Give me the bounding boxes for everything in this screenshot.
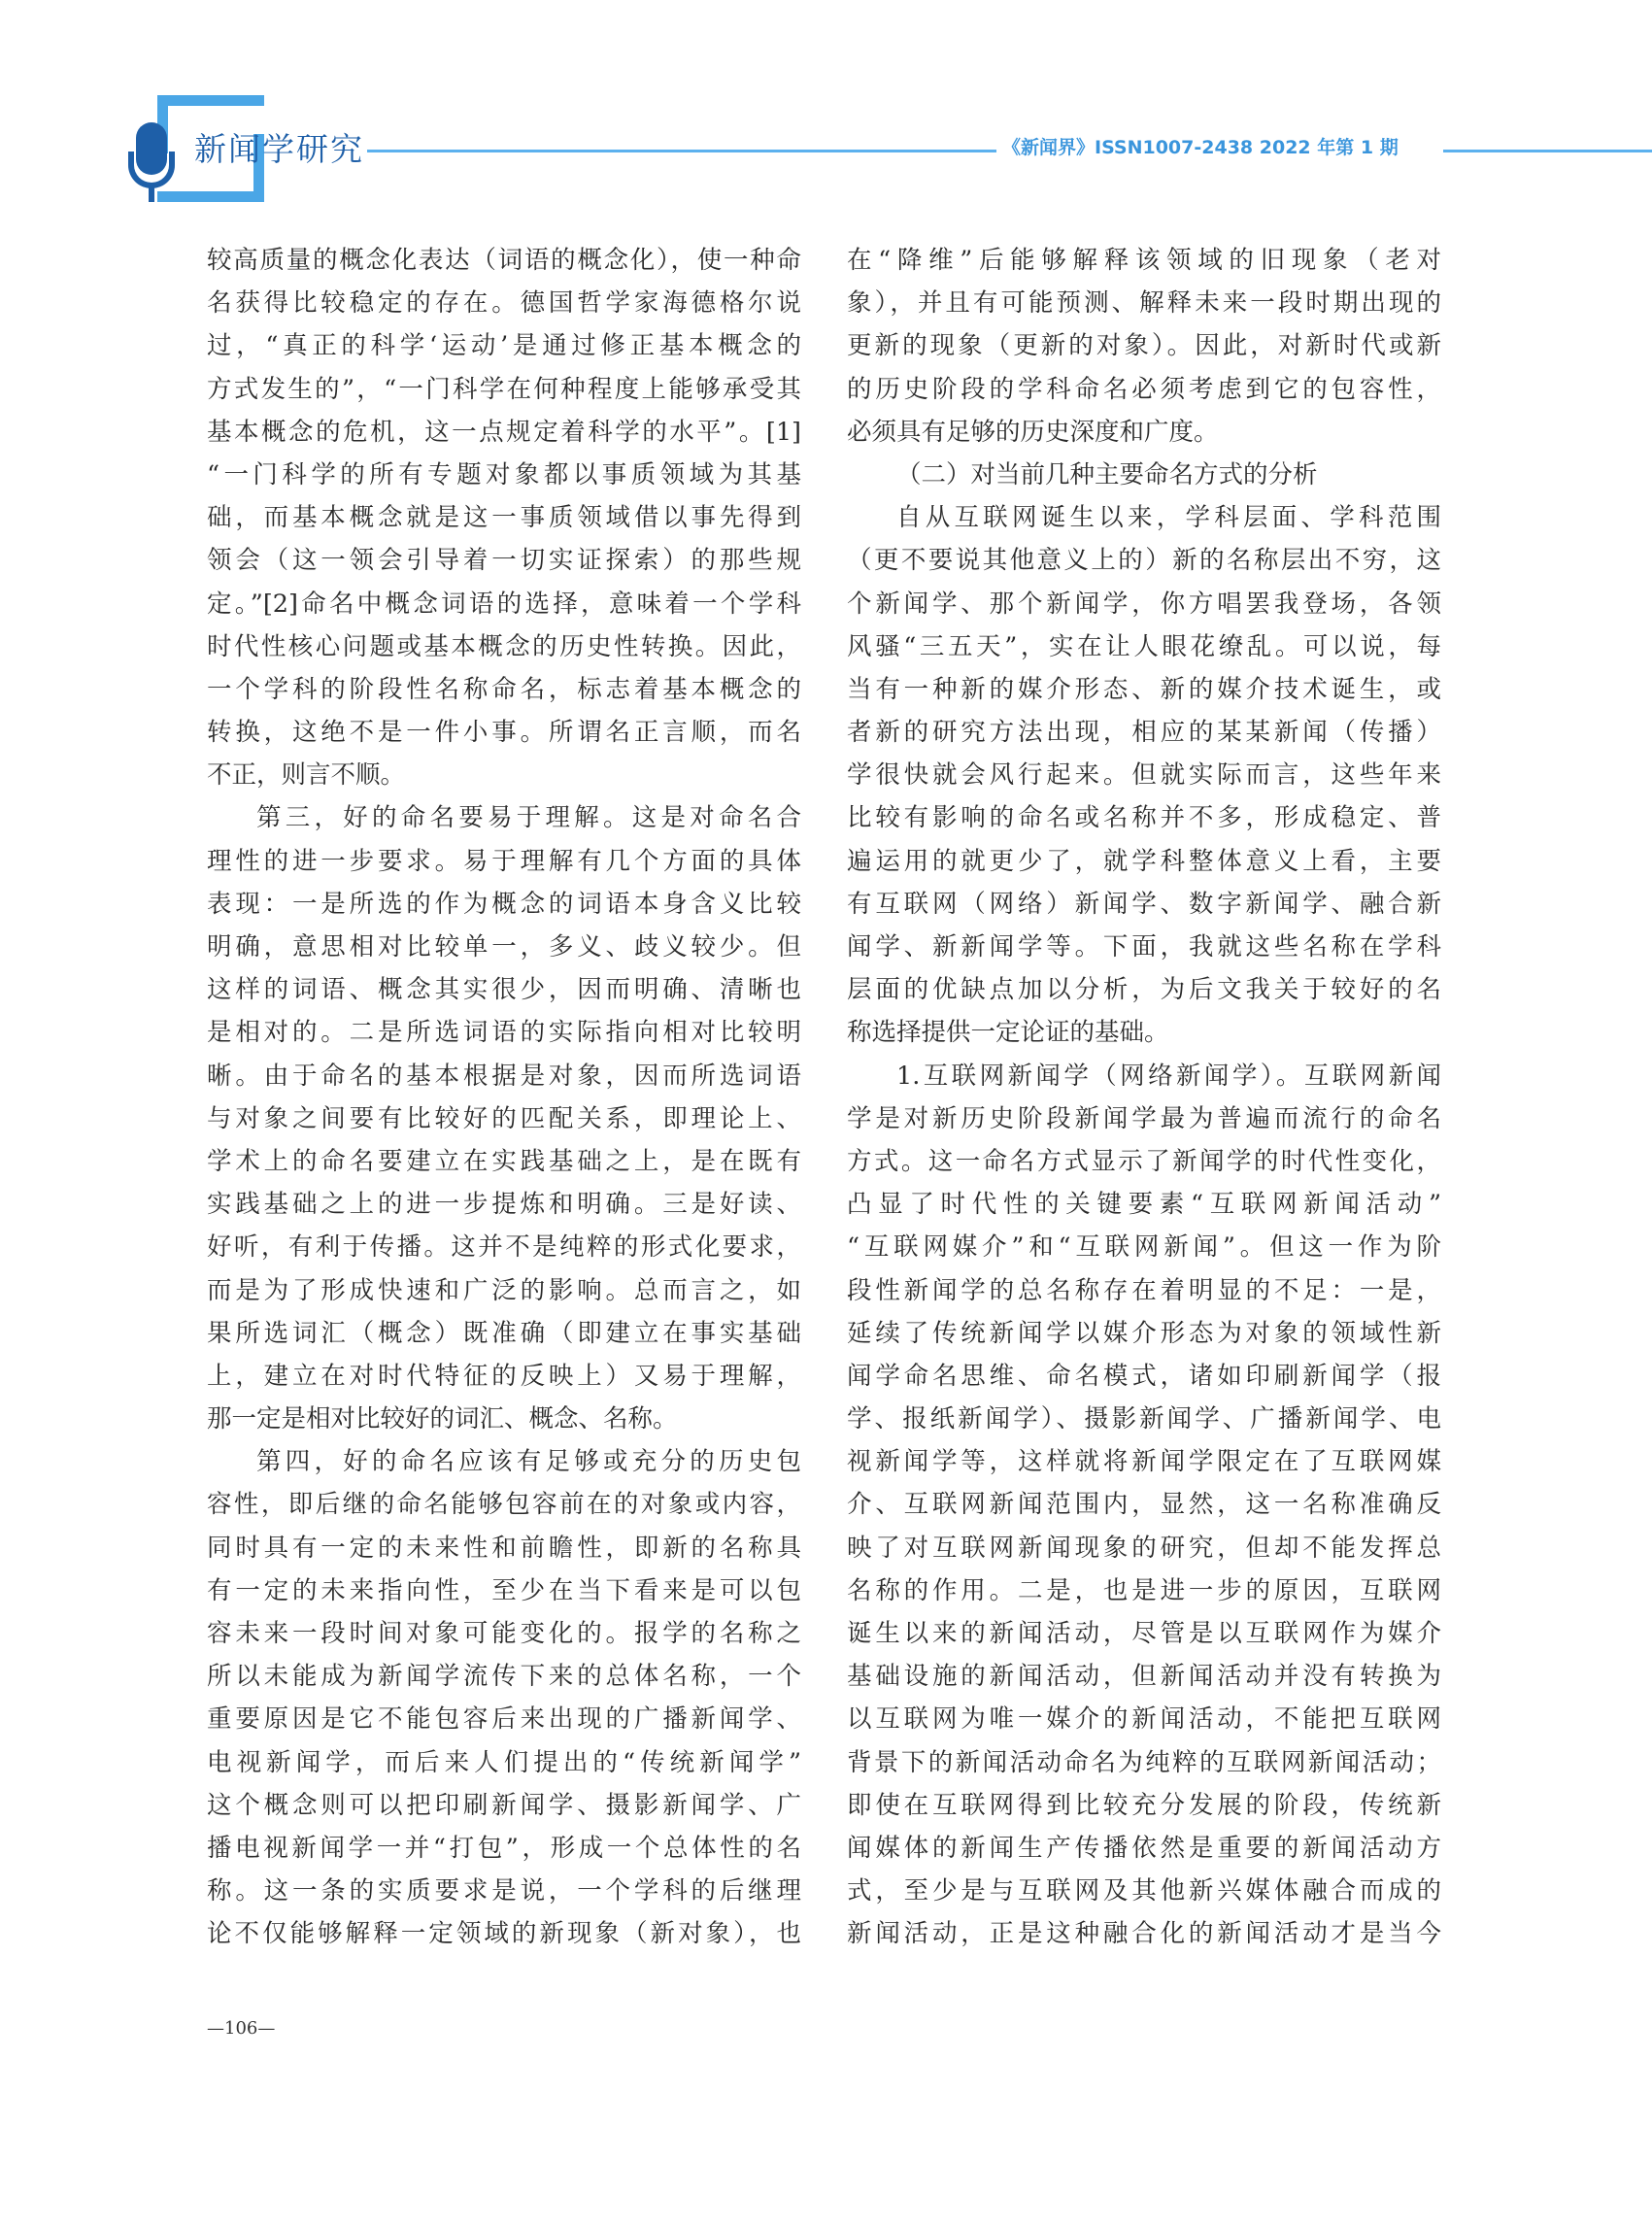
microphone-icon [136, 122, 181, 206]
text-line: 者新的研究方法出现，相应的某某新闻（传播） [847, 718, 1441, 748]
text-line: 在“降维”后能够解释该领域的旧现象（老对 [847, 246, 1441, 275]
text-line: 电视新闻学，而后来人们提出的“传统新闻学” [207, 1747, 801, 1777]
text-line: 即使在互联网得到比较充分发展的阶段，传统新 [847, 1790, 1441, 1820]
text-line: 容未来一段时间对象可能变化的。报学的名称之 [207, 1619, 801, 1648]
text-line: （更不要说其他意义上的）新的名称层出不穷，这 [847, 546, 1441, 576]
text-line: 称选择提供一定论证的基础。 [847, 1018, 1169, 1048]
text-line: 过，“真正的科学‘运动’是通过修正基本概念的 [207, 331, 801, 361]
journal-info: 《新闻界》ISSN1007-2438 2022 年第 1 期 [1002, 137, 1399, 158]
text-line: 转换，这绝不是一件小事。所谓名正言顺，而名 [207, 718, 801, 748]
text-line: 表现：一是所选的作为概念的词语本身含义比较 [207, 889, 801, 919]
text-line: 闻学、新新闻学等。下面，我就这些名称在学科 [847, 932, 1441, 961]
text-line: 段性新闻学的总名称存在着明显的不足：一是， [847, 1275, 1441, 1305]
text-line: 明确，意思相对比较单一，多义、歧义较少。但 [207, 932, 801, 961]
text-line: 映了对互联网新闻现象的研究，但却不能发挥总 [847, 1533, 1441, 1563]
text-line: 理性的进一步要求。易于理解有几个方面的具体 [207, 846, 801, 876]
text-line: 诞生以来的新闻活动，尽管是以互联网作为媒介 [847, 1619, 1441, 1648]
right-text-column [847, 239, 1441, 1956]
text-line: 上，建立在对时代特征的反映上）又易于理解， [207, 1361, 801, 1391]
text-line: 播电视新闻学一并“打包”，形成一个总体性的名 [207, 1833, 801, 1863]
header-rule-left [367, 150, 996, 152]
text-line: 而是为了形成快速和广泛的影响。总而言之，如 [207, 1275, 801, 1305]
text-line: 层面的优缺点加以分析，为后文我关于较好的名 [847, 975, 1441, 1005]
text-line: 领会（这一领会引导着一切实证探索）的那些规 [207, 546, 801, 576]
page-number: —106— [207, 2018, 276, 2039]
text-line: 个新闻学、那个新闻学，你方唱罢我登场，各领 [847, 589, 1441, 619]
text-line: 自从互联网诞生以来，学科层面、学科范围 [896, 503, 1441, 533]
text-line: 以互联网为唯一媒介的新闻活动，不能把互联网 [847, 1704, 1441, 1735]
text-line: 方式发生的”，“一门科学在何种程度上能够承受其 [207, 374, 801, 404]
text-line: 果所选词汇（概念）既准确（即建立在事实基础 [207, 1318, 801, 1348]
text-line: 背景下的新闻活动命名为纯粹的互联网新闻活动； [847, 1747, 1441, 1777]
text-line: 基础设施的新闻活动，但新闻活动并没有转换为 [847, 1662, 1441, 1692]
text-line: 重要原因是它不能包容后来出现的广播新闻学、 [207, 1704, 801, 1735]
text-line: 象），并且有可能预测、解释未来一段时期出现的 [847, 288, 1441, 319]
text-line: 有互联网（网络）新闻学、数字新闻学、融合新 [847, 889, 1441, 919]
text-line: 凸显了时代性的关键要素“互联网新闻活动” [847, 1190, 1441, 1220]
text-line: 比较有影响的命名或名称并不多，形成稳定、普 [847, 803, 1441, 833]
text-line: 新闻活动，正是这种融合化的新闻活动才是当今 [847, 1919, 1441, 1949]
text-line: 时代性核心问题或基本概念的历史性转换。因此， [207, 631, 801, 661]
text-line: 学、报纸新闻学）、摄影新闻学、广播新闻学、电 [847, 1404, 1441, 1434]
text-line: 更新的现象（更新的对象）。因此，对新时代或新 [847, 331, 1441, 361]
text-line: 必须具有足够的历史深度和广度。 [847, 417, 1219, 447]
header-rule-right [1443, 150, 1652, 152]
text-line: 这个概念则可以把印刷新闻学、摄影新闻学、广 [207, 1790, 801, 1820]
text-line: 础，而基本概念就是这一事质领域借以事先得到 [207, 503, 801, 533]
text-line: 那一定是相对比较好的词汇、概念、名称。 [207, 1404, 678, 1434]
text-line: 称。这一条的实质要求是说，一个学科的后继理 [207, 1876, 801, 1906]
text-line: 一个学科的阶段性名称命名，标志着基本概念的 [207, 674, 801, 704]
text-line: 学术上的命名要建立在实践基础之上，是在既有 [207, 1146, 801, 1176]
text-line: 名称的作用。二是，也是进一步的原因，互联网 [847, 1575, 1441, 1605]
text-line: 较高质量的概念化表达（词语的概念化），使一种命 [207, 246, 801, 275]
text-line: 同时具有一定的未来性和前瞻性，即新的名称具 [207, 1533, 801, 1563]
text-line: 晰。由于命名的基本根据是对象，因而所选词语 [207, 1061, 801, 1091]
text-line: 第四，好的命名应该有足够或充分的历史包 [256, 1447, 801, 1477]
text-line: （二）对当前几种主要命名方式的分析 [896, 459, 1318, 489]
text-line: 好听，有利于传播。这并不是纯粹的形式化要求， [207, 1232, 801, 1263]
text-line: 定。”[2]命名中概念词语的选择，意味着一个学科 [207, 589, 801, 619]
text-line: 论不仅能够解释一定领域的新现象（新对象），也 [207, 1919, 801, 1949]
text-line: 是相对的。二是所选词语的实际指向相对比较明 [207, 1018, 801, 1048]
text-line: 风骚“三五天”，实在让人眼花缭乱。可以说，每 [847, 631, 1441, 661]
text-line: 视新闻学等，这样就将新闻学限定在了互联网媒 [847, 1447, 1441, 1477]
text-line: 所以未能成为新闻学流传下来的总体名称，一个 [207, 1662, 801, 1692]
text-line: 学是对新历史阶段新闻学最为普遍而流行的命名 [847, 1103, 1441, 1133]
text-line: 实践基础之上的进一步提炼和明确。三是好读、 [207, 1190, 801, 1220]
text-line: 容性，即后继的命名能够包容前在的对象或内容， [207, 1490, 801, 1520]
text-line: 与对象之间要有比较好的匹配关系，即理论上、 [207, 1103, 801, 1133]
text-line: 学很快就会风行起来。但就实际而言，这些年来 [847, 760, 1441, 791]
text-line: 有一定的未来指向性，至少在当下看来是可以包 [207, 1575, 801, 1605]
text-line: 的历史阶段的学科命名必须考虑到它的包容性， [847, 374, 1441, 404]
left-text-column [207, 239, 801, 1956]
text-line: 当有一种新的媒介形态、新的媒介技术诞生，或 [847, 674, 1441, 704]
text-line: 延续了传统新闻学以媒介形态为对象的领域性新 [847, 1318, 1441, 1348]
text-line: 这样的词语、概念其实很少，因而明确、清晰也 [207, 975, 801, 1005]
text-line: 基本概念的危机，这一点规定着科学的水平”。[1] [207, 417, 801, 447]
text-line: 1.互联网新闻学（网络新闻学）。互联网新闻 [896, 1061, 1441, 1091]
text-line: 介、互联网新闻范围内，显然，这一名称准确反 [847, 1490, 1441, 1520]
text-line: 方式。这一命名方式显示了新闻学的时代性变化， [847, 1146, 1441, 1176]
text-line: 名获得比较稳定的存在。德国哲学家海德格尔说 [207, 288, 801, 319]
text-line: 式，至少是与互联网及其他新兴媒体融合而成的 [847, 1876, 1441, 1906]
text-line: 闻媒体的新闻生产传播依然是重要的新闻活动方 [847, 1833, 1441, 1863]
text-line: “互联网媒介”和“互联网新闻”。但这一作为阶 [847, 1232, 1441, 1263]
text-line: 闻学命名思维、命名模式，诸如印刷新闻学（报 [847, 1361, 1441, 1391]
text-line: “一门科学的所有专题对象都以事质领域为其基 [207, 459, 801, 489]
text-line: 遍运用的就更少了，就学科整体意义上看，主要 [847, 846, 1441, 876]
text-line: 第三，好的命名要易于理解。这是对命名合 [256, 803, 801, 833]
text-line: 不正，则言不顺。 [207, 760, 406, 791]
section-title: 新闻学研究 [194, 130, 364, 168]
